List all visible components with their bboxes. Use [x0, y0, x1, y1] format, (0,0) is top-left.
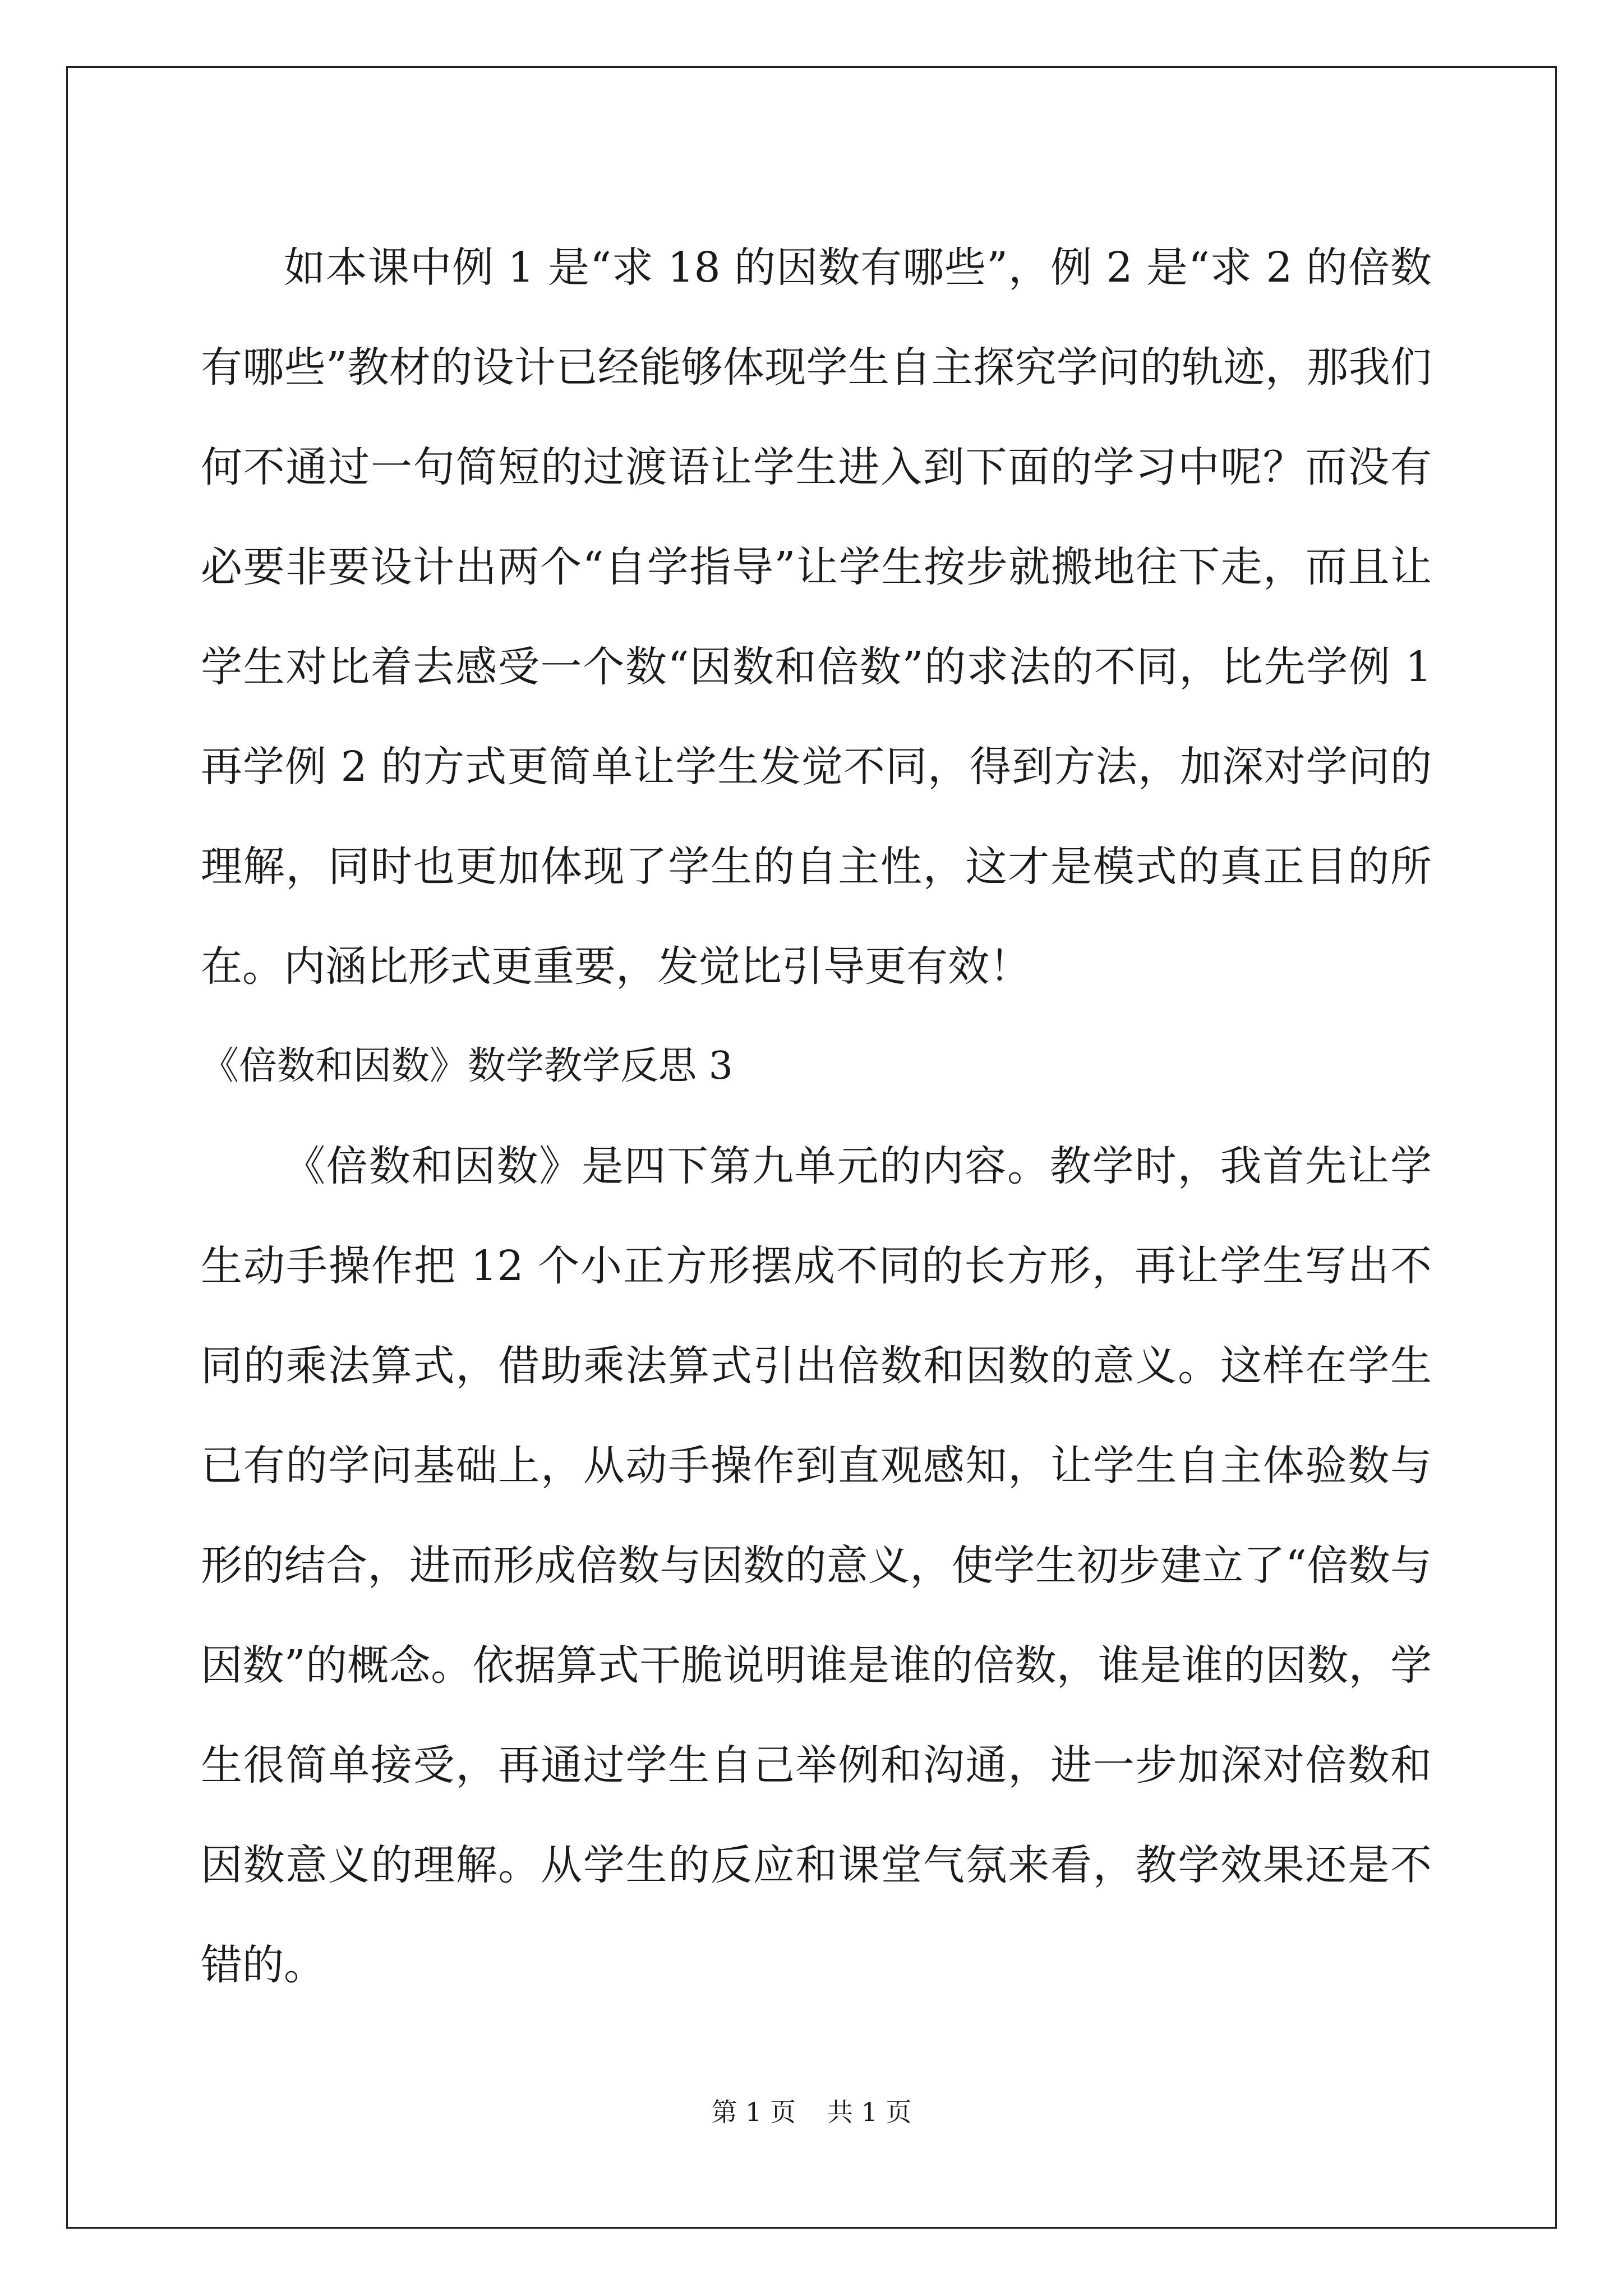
paragraph-2: 《倍数和因数》是四下第九单元的内容。教学时，我首先让学生动手操作把 12 个小正方形摆成不同的长方形，再让学生写出不同的乘法算式，借助乘法算式引出倍数和因数的意义。这样在学生已有的学问基础上，从动手操作到直观感知，让学生自主体验数与形的结合，进而形成倍数与因数的意义，使学生初步建立了“倍数与因数”的概念。依据算式干脆说明谁是谁的倍数，谁是谁的因数，学生很简单接受，再通过学生自己举例和沟通，进一步加深对倍数和因数意义的理解。从学生的反应和课堂气氛来看，教学效果还是不错的。: [201, 1142, 1432, 1989]
paragraph-1: 如本课中例 1 是“求 18 的因数有哪些”，例 2 是“求 2 的倍数有哪些”教材的设计已经能够体现学生自主探究学问的轨迹，那我们何不通过一句简短的过渡语让学生进入到下面的学习中呢？而没有必要非要设计出两个“自学指导”让学生按步就搬地往下走，而且让学生对比着去感受一个数“因数和倍数”的求法的不同，比先学例 1 再学例 2 的方式更简单让学生发觉不同，得到方法，加深对学问的理解，同时也更加体现了学生的自主性，这才是模式的真正目的所在。内涵比形式更重要，发觉比引导更有效！: [201, 243, 1432, 991]
page-total: 共 1 页: [827, 2097, 912, 2127]
page-number: 第 1 页: [711, 2097, 796, 2127]
document-body: [201, 218, 1432, 2015]
section-heading: 《倍数和因数》数学教学反思 3: [201, 1044, 733, 1088]
page-footer: [0, 2095, 1623, 2129]
